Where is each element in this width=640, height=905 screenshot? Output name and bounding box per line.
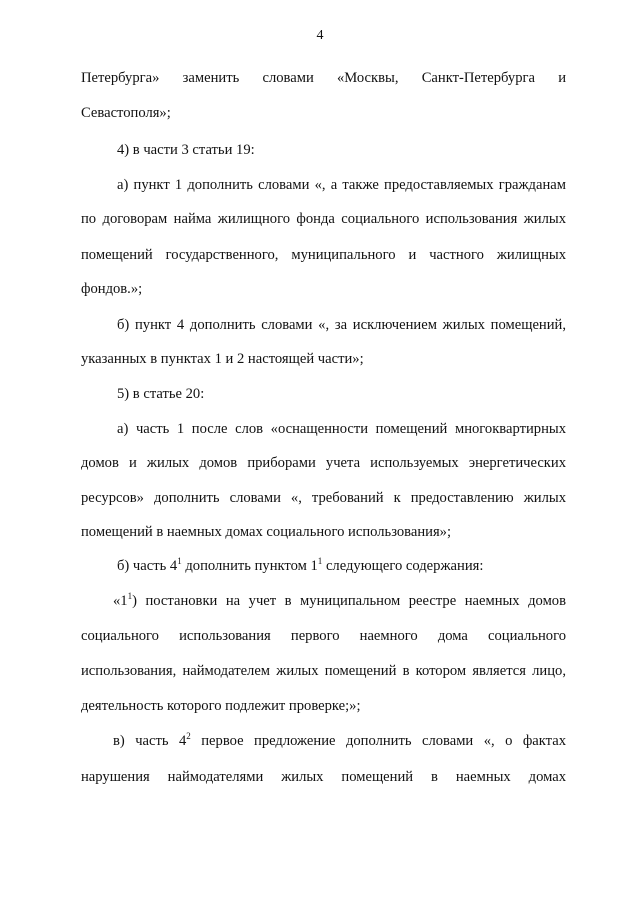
text-line: социального использования первого наемного дома социального xyxy=(81,628,566,644)
text-line: нарушения наймодателями жилых помещений в наемных домах xyxy=(81,769,566,785)
text-line: указанных в пунктах 1 и 2 настоящей части»; xyxy=(81,351,364,367)
superscript: 1 xyxy=(317,556,323,566)
text-segment: следующего содержания: xyxy=(322,558,484,574)
text-line: а) часть 1 после слов «оснащенности помещений многоквартирных xyxy=(117,421,566,437)
text-line xyxy=(113,732,566,750)
text-line: б) пункт 4 дополнить словами «, за исключением жилых помещений, xyxy=(117,317,566,333)
text-segment: «1 xyxy=(113,593,128,609)
text-line xyxy=(117,557,566,575)
superscript: 1 xyxy=(177,556,182,566)
superscript: 2 xyxy=(186,731,191,741)
text-line: использования, наймодателем жилых помещений в котором является лицо, xyxy=(81,663,566,679)
text-line: помещений в наемных домах социального использования»; xyxy=(81,524,452,540)
text-line: помещений государственного, муниципального и частного жилищных xyxy=(81,247,566,263)
text-segment: дополнить пунктом 1 xyxy=(181,558,318,574)
text-line: а) пункт 1 дополнить словами «, а также предоставляемых гражданам xyxy=(117,177,566,193)
superscript: 1 xyxy=(127,591,133,601)
text-line: Петербурга» заменить словами «Москвы, Санкт-Петербурга и xyxy=(81,70,566,86)
text-segment: б) часть 4 xyxy=(117,558,178,574)
text-line: деятельность которого подлежит проверке;»; xyxy=(81,698,361,714)
text-line: фондов.»; xyxy=(81,281,143,297)
text-line: по договорам найма жилищного фонда социального использования жилых xyxy=(81,211,566,227)
text-line: Севастополя»; xyxy=(81,105,171,121)
text-line: домов и жилых домов приборами учета используемых энергетических xyxy=(81,455,566,471)
text-segment: в) часть 4 xyxy=(113,733,187,749)
text-segment: ) постановки на учет в муниципальном реестре наемных домов xyxy=(132,593,566,609)
text-line: 4) в части 3 статьи 19: xyxy=(117,142,255,158)
text-line xyxy=(113,592,566,610)
page-number: 4 xyxy=(316,28,324,43)
text-line: ресурсов» дополнить словами «, требований к предоставлению жилых xyxy=(81,490,566,506)
text-line: 5) в статье 20: xyxy=(117,386,205,402)
text-segment: первое предложение дополнить словами «, о фактах xyxy=(190,733,566,749)
